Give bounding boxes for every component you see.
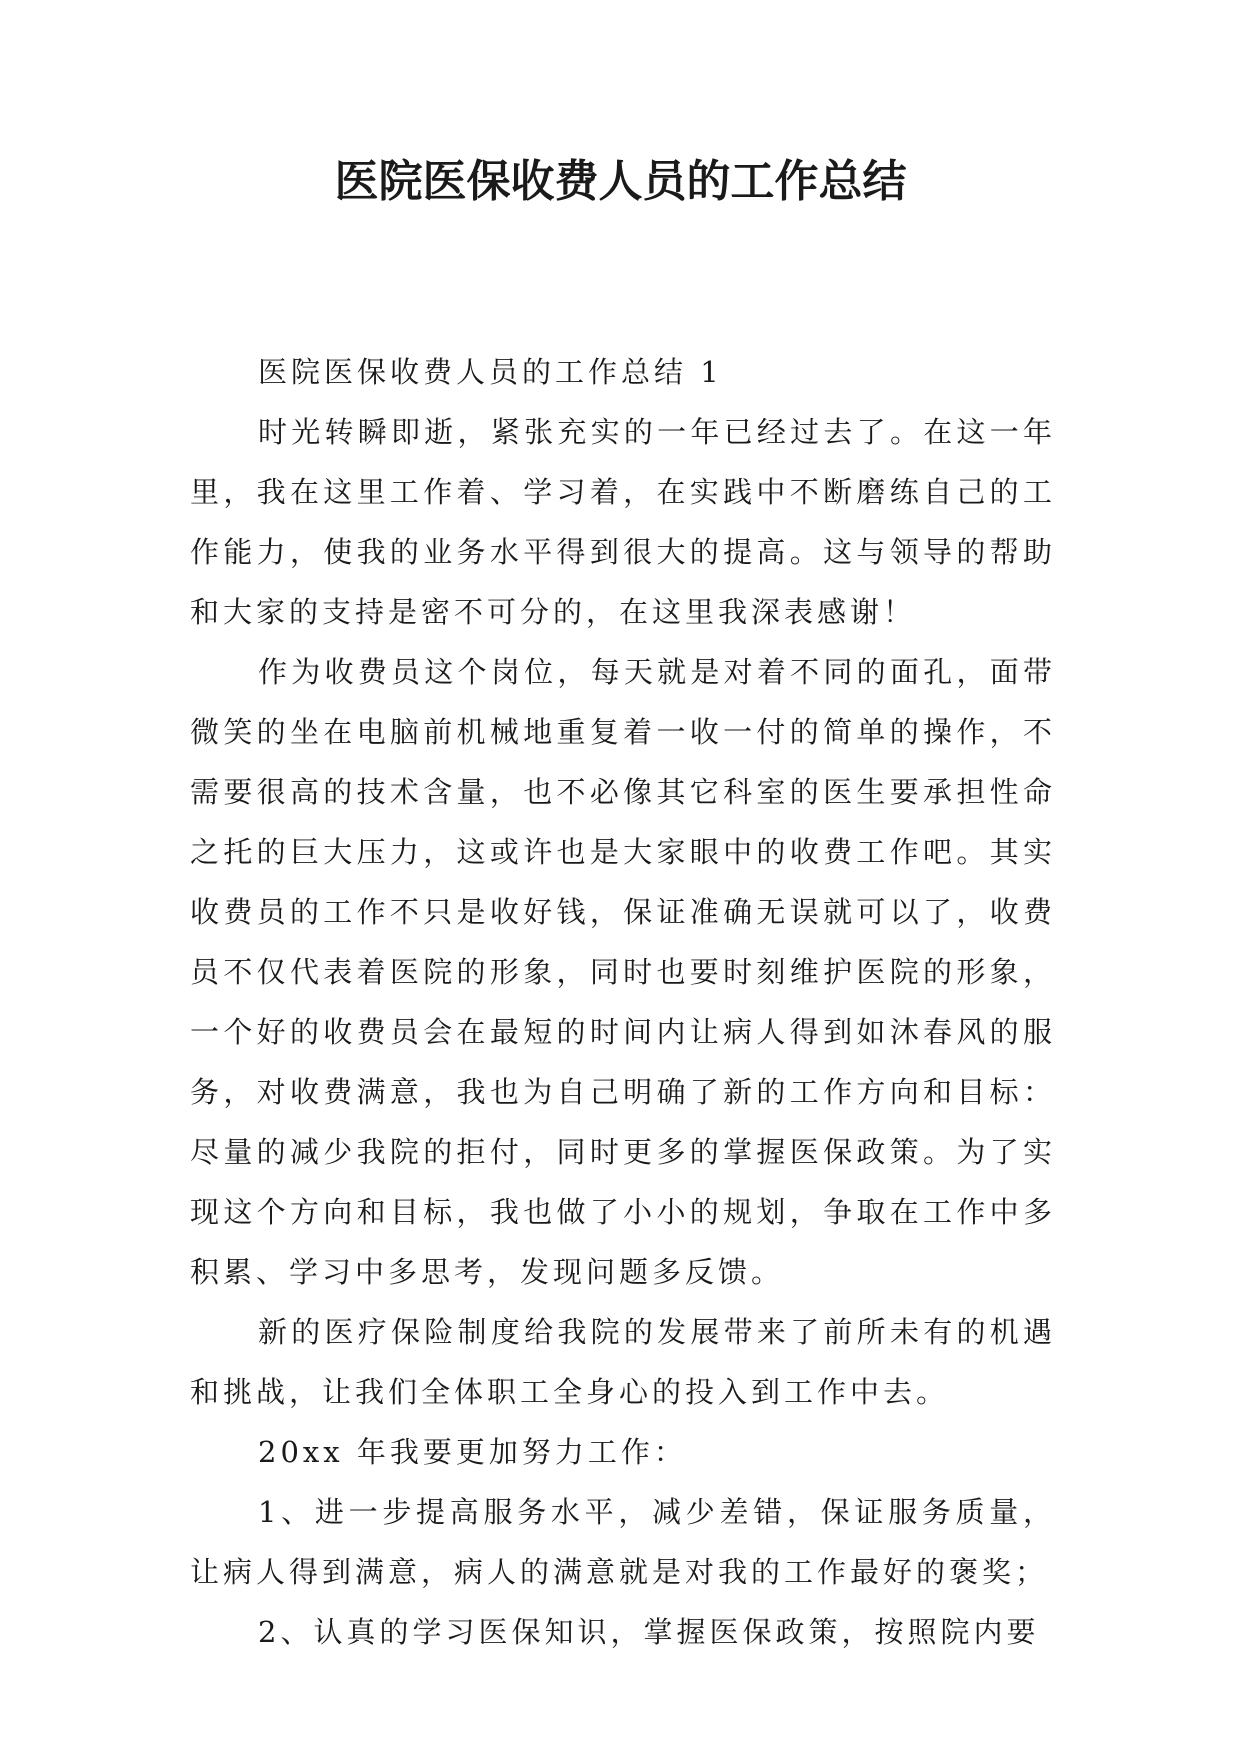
document-body xyxy=(190,342,1056,1662)
list-item-1: 1、进一步提高服务水平，减少差错，保证服务质量，让病人得到满意，病人的满意就是对我的工作最好的褒奖； xyxy=(190,1495,1056,1589)
paragraph-intro: 时光转瞬即逝，紧张充实的一年已经过去了。在这一年里，我在这里工作着、学习着，在实践中不断磨练自己的工作能力，使我的业务水平得到很大的提高。这与领导的帮助和大家的支持是密不可分的，在这里我深表感谢！ xyxy=(190,415,1056,629)
paragraph-role: 作为收费员这个岗位，每天就是对着不同的面孔，面带微笑的坐在电脑前机械地重复着一收一付的简单的操作，不需要很高的技术含量，也不必像其它科室的医生要承担性命之托的巨大压力，这或许也是大家眼中的收费工作吧。其实收费员的工作不只是收好钱，保证准确无误就可以了，收费员不仅代表着医院的形象，同时也要时刻维护医院的形象，一个好的收费员会在最短的时间内让病人得到如沐春风的服务，对收费满意，我也为自己明确了新的工作方向和目标：尽量的减少我院的拒付，同时更多的掌握医保政策。为了实现这个方向和目标，我也做了小小的规划，争取在工作中多积累、学习中多思考，发现问题多反馈。 xyxy=(190,655,1056,1289)
paragraph-plan-heading: 20xx 年我要更加努力工作： xyxy=(258,1435,687,1469)
paragraph-insurance: 新的医疗保险制度给我院的发展带来了前所未有的机遇和挑战，让我们全体职工全身心的投入到工作中去。 xyxy=(190,1315,1056,1409)
section-heading: 医院医保收费人员的工作总结 1 xyxy=(258,355,723,389)
document-title: 医院医保收费人员的工作总结 xyxy=(334,156,907,207)
list-item-2: 2、认真的学习医保知识，掌握医保政策，按照院内要 xyxy=(258,1615,1040,1649)
